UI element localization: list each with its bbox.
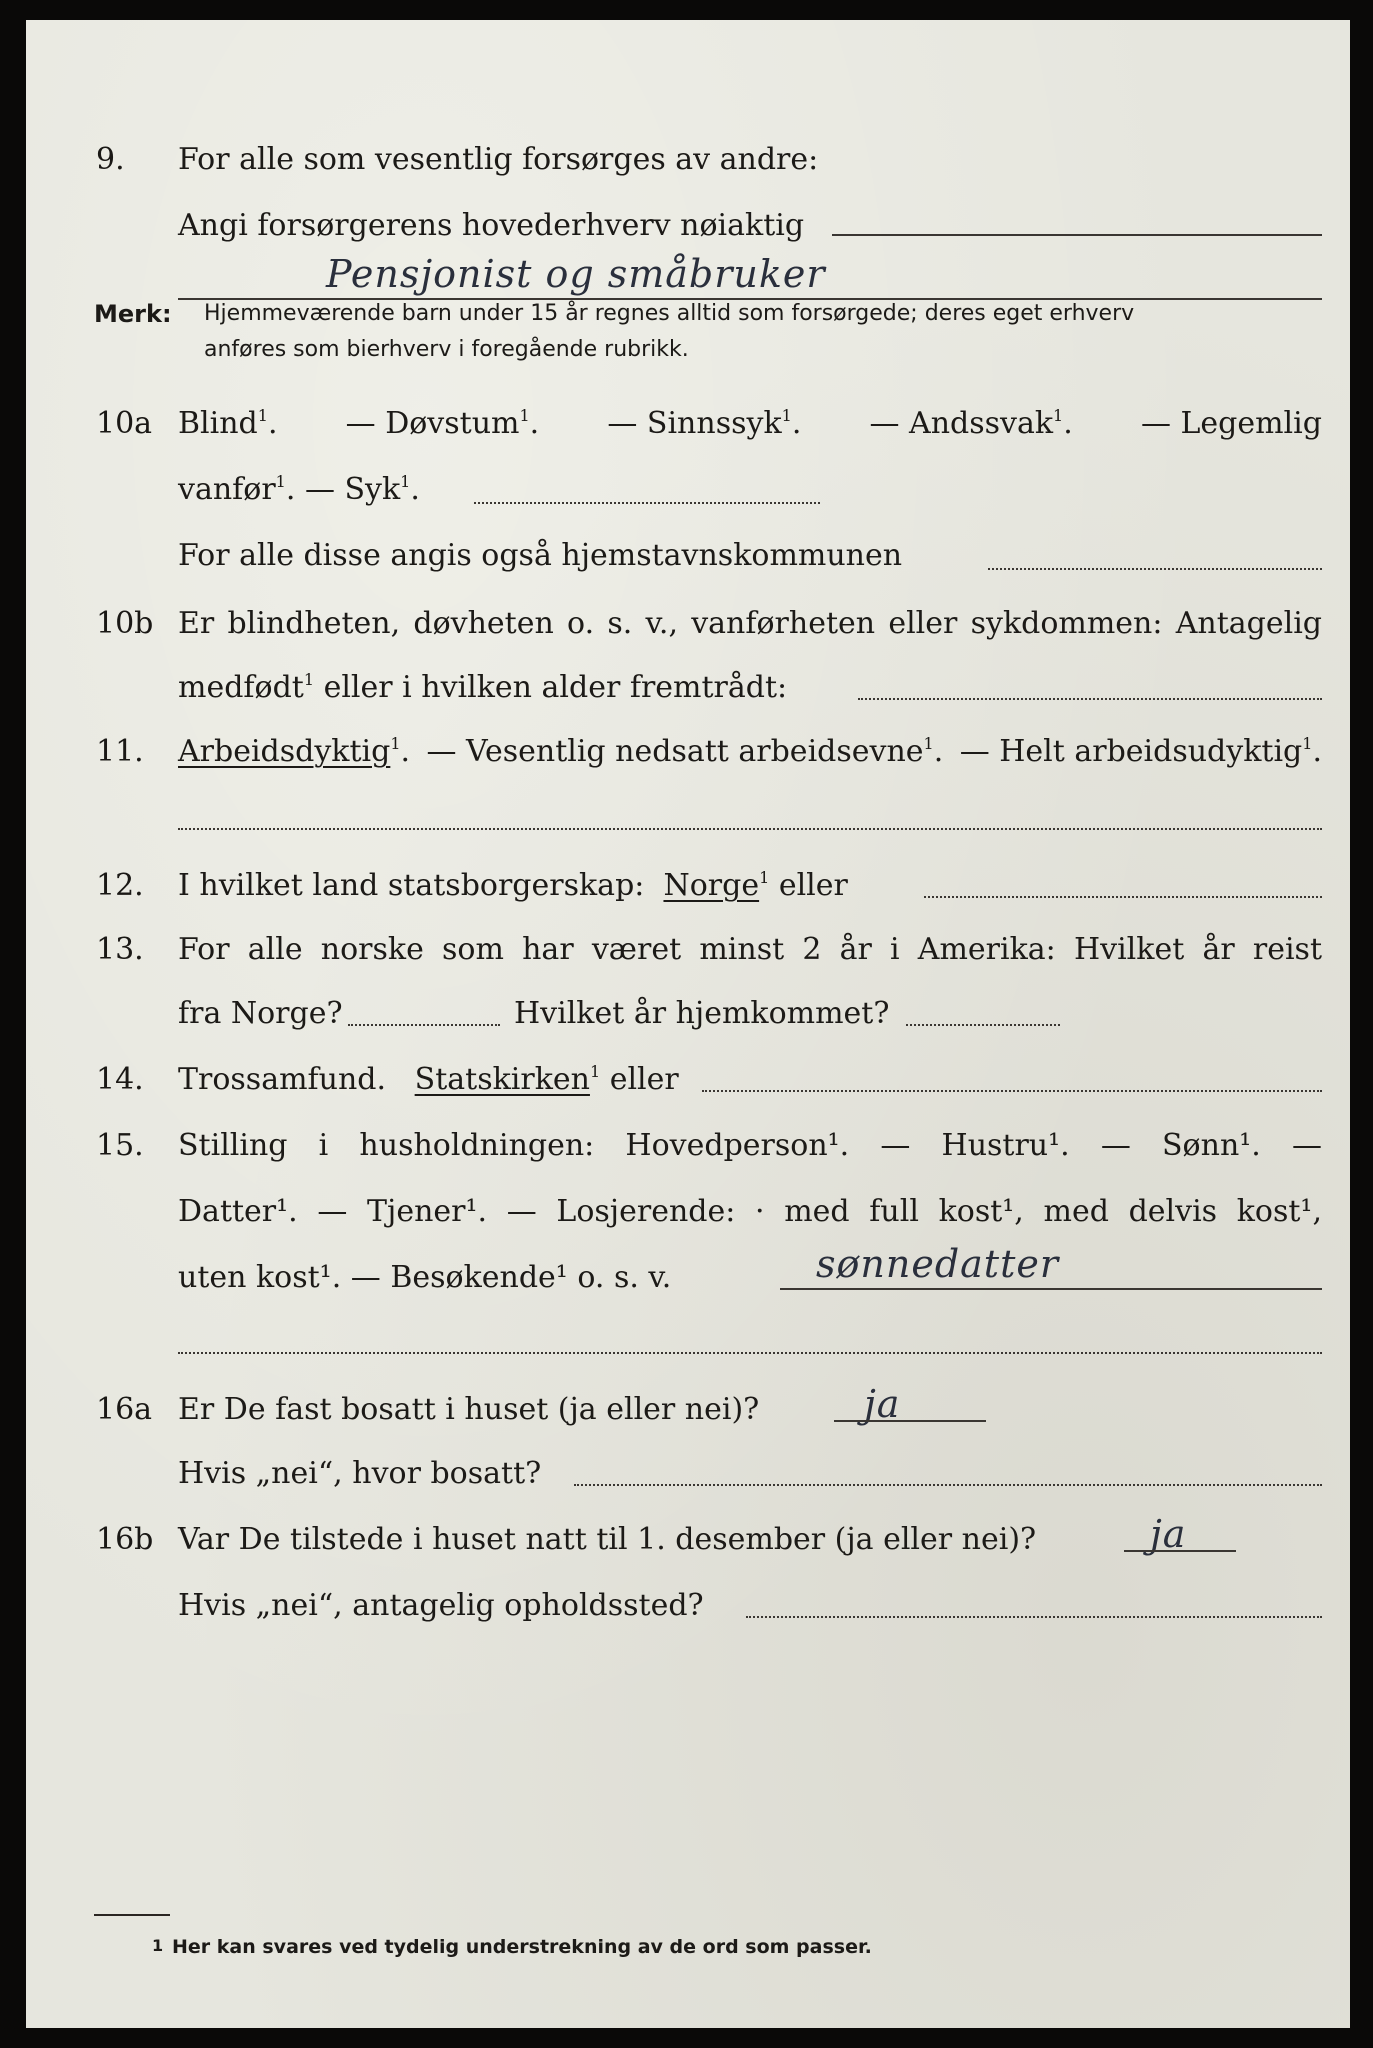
opt-udyktig: — Helt arbeidsudyktig$^1$.	[959, 734, 1322, 769]
q9-handwritten-answer: Pensjonist og småbruker	[326, 252, 826, 296]
q15-answer-line	[780, 1288, 1322, 1290]
item-number-13: 13.	[96, 932, 144, 967]
census-form-page	[26, 20, 1350, 2028]
item-number-15: 15.	[96, 1128, 144, 1163]
opt-andssvak: — Andssvak$^1$.	[869, 406, 1073, 441]
q9-line2: Angi forsørgerens hovederhverv nøiaktig	[178, 208, 805, 243]
footnote-text: Her kan svares ved tydelig understrekning av de ord som passer.	[172, 1936, 872, 1958]
q16a-leader	[574, 1484, 1322, 1486]
item-number-14: 14.	[96, 1062, 144, 1097]
item-number-10b: 10b	[96, 606, 154, 641]
opt-dovstum: — Døvstum$^1$.	[345, 406, 540, 441]
q16a-answer-line	[834, 1420, 986, 1422]
q13-line1: For alle norske som har været minst 2 år i Amerika: Hvilket år reist	[178, 932, 1322, 967]
opt-arbeidsdyktig: Arbeidsdyktig$^1$.	[178, 734, 411, 769]
item-number-9: 9.	[96, 142, 125, 177]
q11-leader	[178, 828, 1322, 830]
q11-line	[178, 732, 1322, 772]
q10a-line1	[178, 404, 1322, 444]
q16b-answer-line	[1124, 1550, 1236, 1552]
q9-answer-line	[832, 234, 1322, 236]
q10b-line2: medfødt$^1$ eller i hvilken alder fremtrådt:	[178, 670, 788, 705]
q13-line2b: Hvilket år hjemkommet?	[514, 996, 890, 1031]
q10a-syk-leader	[474, 502, 820, 504]
opt-syk: — Syk$^1$.	[304, 472, 420, 507]
q10b-line1: Er blindheten, døvheten o. s. v., vanførheten eller sykdommen: Antagelig	[178, 606, 1322, 641]
q13-line2a: fra Norge?	[178, 996, 343, 1031]
q12-line: I hvilket land statsborgerskap: Norge$^1$ eller	[178, 868, 848, 903]
footnote-rule	[94, 1914, 170, 1916]
q16b-line1: Var De tilstede i huset natt til 1. desember (ja eller nei)?	[178, 1522, 1037, 1557]
merk-line1: Hjemmeværende barn under 15 år regnes alltid som forsørgede; deres eget erhverv	[204, 301, 1135, 326]
q14-leader	[702, 1090, 1322, 1092]
q14-line: Trossamfund. Statskirken$^1$ eller	[178, 1062, 679, 1097]
q15-leader-2	[178, 1352, 1322, 1354]
q13-hjemkommet-leader	[906, 1024, 1060, 1026]
q15-line2: Datter¹. — Tjener¹. — Losjerende: · med full kost¹, med delvis kost¹,	[178, 1194, 1322, 1229]
item-number-16a: 16a	[96, 1392, 153, 1427]
q16b-handwritten-answer: ja	[1150, 1512, 1187, 1556]
opt-norge: Norge	[663, 868, 760, 903]
q10a-line2	[178, 470, 420, 510]
opt-nedsatt: — Vesentlig nedsatt arbeidsevne$^1$.	[426, 734, 944, 769]
footnote-mark: 1	[152, 1936, 164, 1955]
q12-leader	[924, 896, 1322, 898]
q16a-line2: Hvis „nei“, hvor bosatt?	[178, 1456, 542, 1491]
item-number-10a: 10a	[96, 406, 153, 441]
q16a-handwritten-answer: ja	[864, 1382, 901, 1426]
q16b-leader	[746, 1616, 1322, 1618]
opt-sinnssyk: — Sinnssyk$^1$.	[607, 406, 802, 441]
item-number-12: 12.	[96, 868, 144, 903]
merk-line2: anføres som bierhverv i foregående rubrikk.	[204, 337, 689, 362]
q10a-hjemstavn-leader	[988, 568, 1322, 570]
q10a-line3: For alle disse angis også hjemstavnskommunen	[178, 538, 903, 573]
merk-label: Merk:	[94, 300, 172, 328]
opt-blind: Blind$^1$.	[178, 406, 278, 441]
q10b-leader	[858, 698, 1322, 700]
q13-reist-leader	[348, 1024, 500, 1026]
q15-line3: uten kost¹. — Besøkende¹ o. s. v.	[178, 1260, 672, 1295]
q15-line1: Stilling i husholdningen: Hovedperson¹. — Hustru¹. — Sønn¹. —	[178, 1128, 1322, 1163]
q16b-line2: Hvis „nei“, antagelig opholdssted?	[178, 1588, 704, 1623]
item-number-11: 11.	[96, 734, 144, 769]
q16a-line1: Er De fast bosatt i huset (ja eller nei)?	[178, 1392, 760, 1427]
opt-statskirken: Statskirken	[414, 1062, 590, 1097]
opt-legemlig: — Legemlig	[1140, 406, 1322, 441]
q15-handwritten-answer: sønnedatter	[816, 1242, 1059, 1286]
q9-line1: For alle som vesentlig forsørges av andre:	[178, 142, 819, 177]
opt-vanfor: vanfør$^1$.	[178, 472, 296, 507]
item-number-16b: 16b	[96, 1522, 154, 1557]
